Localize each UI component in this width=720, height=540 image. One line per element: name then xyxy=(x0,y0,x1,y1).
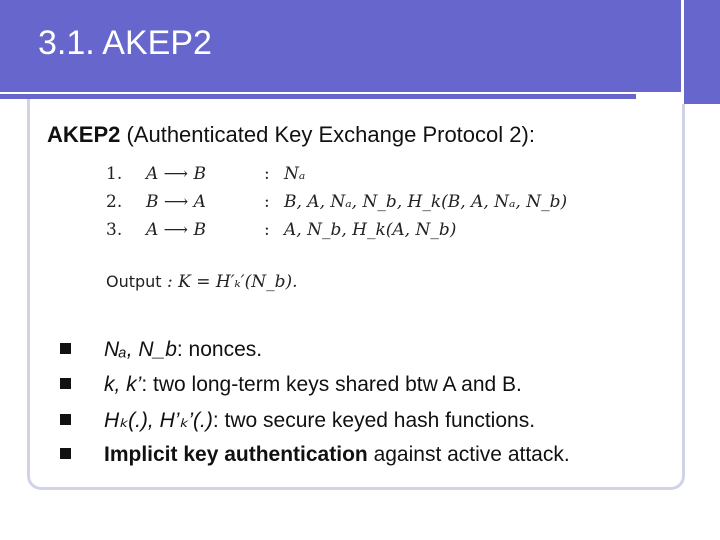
subtitle-bold: AKEP2 xyxy=(47,122,121,147)
step-colon: : xyxy=(264,192,270,212)
step-number: 1. xyxy=(106,164,123,184)
title-bar-edge xyxy=(681,0,720,104)
protocol-step xyxy=(106,220,567,248)
square-bullet-icon xyxy=(60,343,71,354)
step-colon: : xyxy=(264,220,270,240)
slide-subtitle xyxy=(47,122,535,148)
bullet-text: : two secure keyed hash functions. xyxy=(212,409,536,432)
square-bullet-icon xyxy=(60,378,71,389)
protocol-step xyxy=(106,164,567,192)
bullet-lead: Hₖ(.), H’ₖ’(.) xyxy=(104,409,213,432)
title-underline xyxy=(0,92,636,99)
bullet-list xyxy=(60,338,570,478)
step-number: 2. xyxy=(106,192,123,212)
output-formula: : K = H′ₖ′(N_b). xyxy=(166,272,298,292)
step-message: A, N_b, H_k(A, N_b) xyxy=(284,220,457,240)
output-label: Output xyxy=(106,272,162,291)
bullet-text: : nonces. xyxy=(176,338,263,361)
protocol-step xyxy=(106,192,567,220)
bullet-item xyxy=(60,408,570,443)
protocol-output xyxy=(106,272,298,292)
step-message: B, A, Nₐ, N_b, H_k(B, A, Nₐ, N_b) xyxy=(284,192,568,212)
step-message: Nₐ xyxy=(284,164,306,184)
bullet-text: against active attack. xyxy=(367,443,570,466)
square-bullet-icon xyxy=(60,448,71,459)
bullet-lead: Nₐ, N_b xyxy=(104,338,177,361)
square-bullet-icon xyxy=(60,414,71,425)
bullet-lead: k, k’ xyxy=(104,373,142,396)
bullet-item xyxy=(60,443,570,478)
step-colon: : xyxy=(264,164,270,184)
subtitle-text: (Authenticated Key Exchange Protocol 2): xyxy=(120,122,535,147)
bullet-lead: Implicit key authentication xyxy=(104,443,368,466)
step-direction: A ⟶ B xyxy=(146,220,206,240)
bullet-item xyxy=(60,338,570,373)
step-number: 3. xyxy=(106,220,123,240)
bullet-item xyxy=(60,373,570,408)
step-direction: B ⟶ A xyxy=(146,192,206,212)
slide-title: 3.1. AKEP2 xyxy=(38,24,212,62)
step-direction: A ⟶ B xyxy=(146,164,206,184)
protocol-steps xyxy=(106,164,567,248)
title-bar xyxy=(0,0,720,92)
bullet-text: : two long-term keys shared btw A and B. xyxy=(141,373,522,396)
